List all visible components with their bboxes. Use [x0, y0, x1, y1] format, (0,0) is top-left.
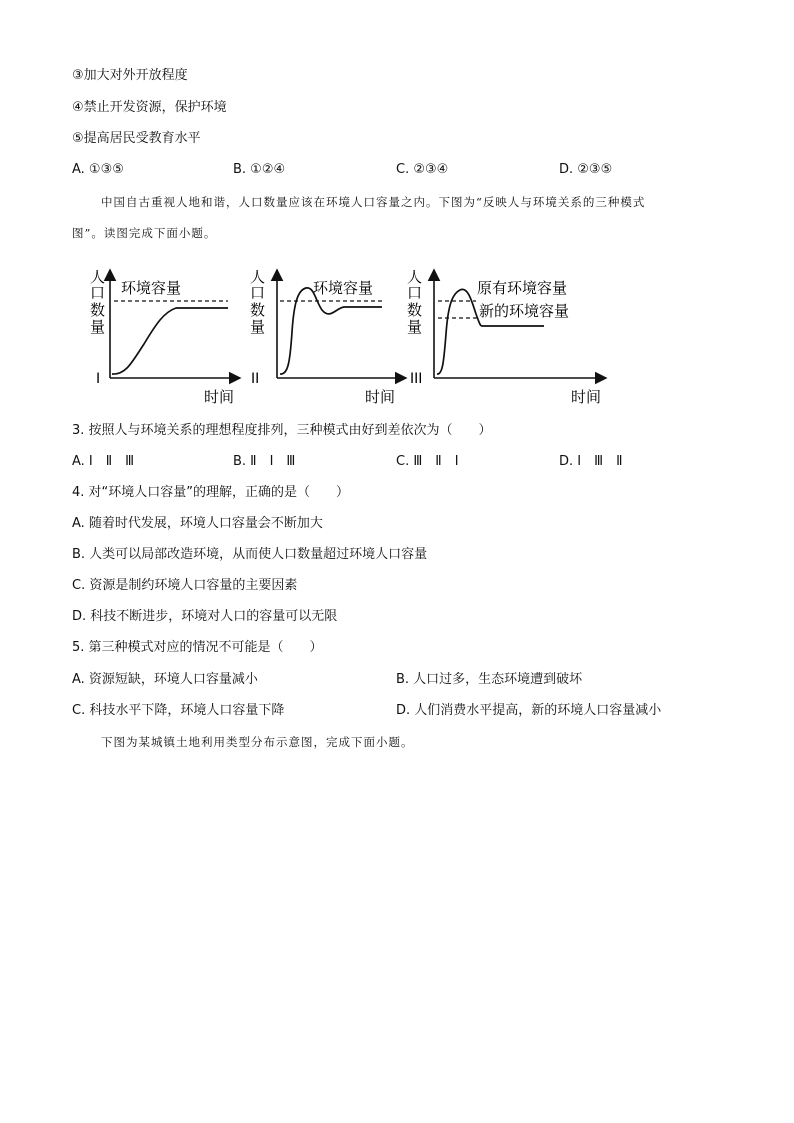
next-intro: 下图为某城镇土地利用类型分布示意图，完成下面小题。	[101, 735, 414, 749]
panel-2-capacity-label: 环境容量	[313, 279, 374, 297]
panel-2	[250, 268, 406, 406]
q3-option-c: C. Ⅲ Ⅱ Ⅰ	[396, 454, 459, 469]
panel-2-ylabel-4: 量	[250, 318, 266, 336]
panel-3-ylabel-4: 量	[407, 318, 423, 336]
q3-stem: 3. 按照人与环境关系的理想程度排列，三种模式由好到差依次为（ ）	[72, 423, 492, 438]
panel-1-xlabel: 时间	[204, 388, 235, 406]
panel-2-roman: II	[251, 371, 260, 387]
panel-1-ylabel-3: 数	[90, 301, 106, 319]
q4-option-c: C. 资源是制约环境人口容量的主要因素	[72, 578, 298, 593]
panel-1-roman: I	[96, 371, 101, 387]
q3-option-d: D. Ⅰ Ⅲ Ⅱ	[559, 454, 623, 469]
panel-3-xlabel: 时间	[571, 388, 602, 406]
q4-option-a: A. 随着时代发展，环境人口容量会不断加大	[72, 516, 323, 531]
three-models-figure	[88, 262, 648, 410]
q4-option-b: B. 人类可以局部改造环境，从而使人口数量超过环境人口容量	[72, 547, 428, 562]
q5-option-d: D. 人们消费水平提高，新的环境人口容量减小	[396, 703, 662, 718]
panel-1-capacity-label: 环境容量	[121, 279, 182, 297]
intro-line-1: 中国自古重视人地和谐，人口数量应该在环境人口容量之内。下图为“反映人与环境关系的三种模式	[101, 195, 646, 209]
q4-option-d: D. 科技不断进步，环境对人口的容量可以无限	[72, 609, 338, 624]
prev-item-4: ④禁止开发资源，保护环境	[72, 100, 227, 115]
q5-option-b: B. 人口过多，生态环境遭到破坏	[396, 672, 583, 687]
q3-option-b: B. Ⅱ Ⅰ Ⅲ	[233, 454, 296, 469]
panel-1-ylabel-4: 量	[90, 318, 106, 336]
q5-option-a: A. 资源短缺，环境人口容量减小	[72, 672, 258, 687]
panel-3	[407, 268, 606, 406]
intro-line-2: 图”。读图完成下面小题。	[72, 226, 217, 240]
panel-3-original-capacity-label: 原有环境容量	[477, 279, 568, 297]
prev-item-5: ⑤提高居民受教育水平	[72, 131, 201, 146]
panel-1-curve	[112, 308, 228, 374]
panel-3-ylabel-2: 口	[407, 284, 423, 302]
panel-3-ylabel-3: 数	[407, 301, 423, 319]
q5-stem: 5. 第三种模式对应的情况不可能是（ ）	[72, 640, 323, 655]
panel-2-ylabel-1: 人	[250, 268, 266, 286]
panel-3-new-capacity-label: 新的环境容量	[479, 302, 570, 320]
prev-option-a: A. ①③⑤	[72, 162, 124, 177]
panel-2-ylabel-2: 口	[250, 284, 266, 302]
q5-option-c: C. 科技水平下降，环境人口容量下降	[72, 703, 285, 718]
panel-1-ylabel-1: 人	[90, 268, 106, 286]
prev-option-b: B. ①②④	[233, 162, 286, 177]
prev-option-d: D. ②③⑤	[559, 162, 613, 177]
panel-2-ylabel-3: 数	[250, 301, 266, 319]
panel-3-roman: III	[410, 371, 423, 387]
panel-1	[90, 268, 240, 406]
q4-stem: 4. 对“环境人口容量”的理解，正确的是（ ）	[72, 485, 350, 500]
panel-3-ylabel-1: 人	[407, 268, 423, 286]
q3-option-a: A. Ⅰ Ⅱ Ⅲ	[72, 454, 135, 469]
prev-option-c: C. ②③④	[396, 162, 449, 177]
panel-1-ylabel-2: 口	[90, 284, 106, 302]
prev-item-3: ③加大对外开放程度	[72, 68, 188, 83]
panel-2-xlabel: 时间	[365, 388, 396, 406]
